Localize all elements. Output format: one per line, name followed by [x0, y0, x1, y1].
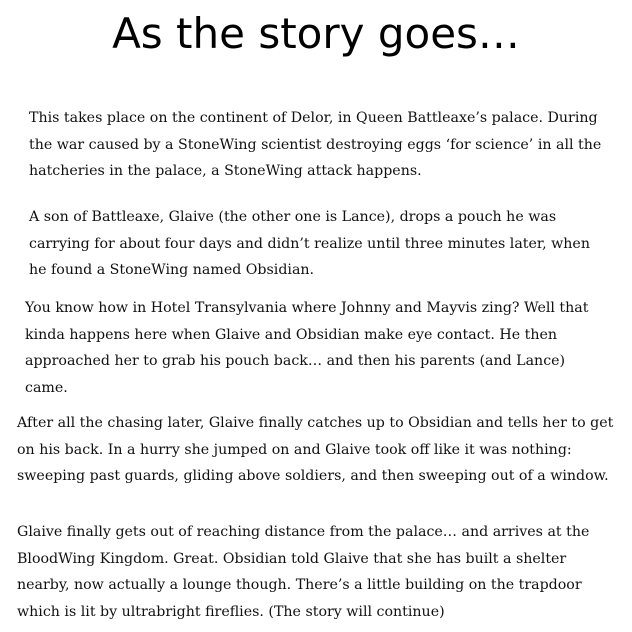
page-title: As the story goes…: [112, 9, 520, 58]
story-paragraph-glaive: A son of Battleaxe, Glaive (the other one is Lance), drops a pouch he was carrying for about four days and didn’t realize until three minutes later, when he found a StoneWing named Obsidian.: [29, 209, 590, 278]
story-paragraph-setting: This takes place on the continent of Delor, in Queen Battleaxe’s palace. During the war caused by a StoneWing scientist destroying eggs ‘for science’ in all the hatcheries in the palace, a StoneWing attack happens.: [29, 110, 602, 179]
story-paragraph-chase: After all the chasing later, Glaive finally catches up to Obsidian and tells her to get on his back. In a hurry she jumped on and Glaive took off like it was nothing: sweeping past guards, gliding above soldiers, and then sweeping out of a window.: [17, 415, 614, 484]
story-paragraph-zing: You know how in Hotel Transylvania where Johnny and Mayvis zing? Well that kinda happens here when Glaive and Obsidian make eye contact. He then approached her to grab his pouch back… and then his parents (and Lance) came.: [25, 300, 589, 396]
story-paragraph-kingdom: Glaive finally gets out of reaching distance from the palace… and arrives at the BloodWing Kingdom. Great. Obsidian told Glaive that she has built a shelter nearby, now actually a lounge though. There’s a little building on the trapdoor which is lit by ultrabright fireflies. (The story will continue): [17, 524, 590, 620]
